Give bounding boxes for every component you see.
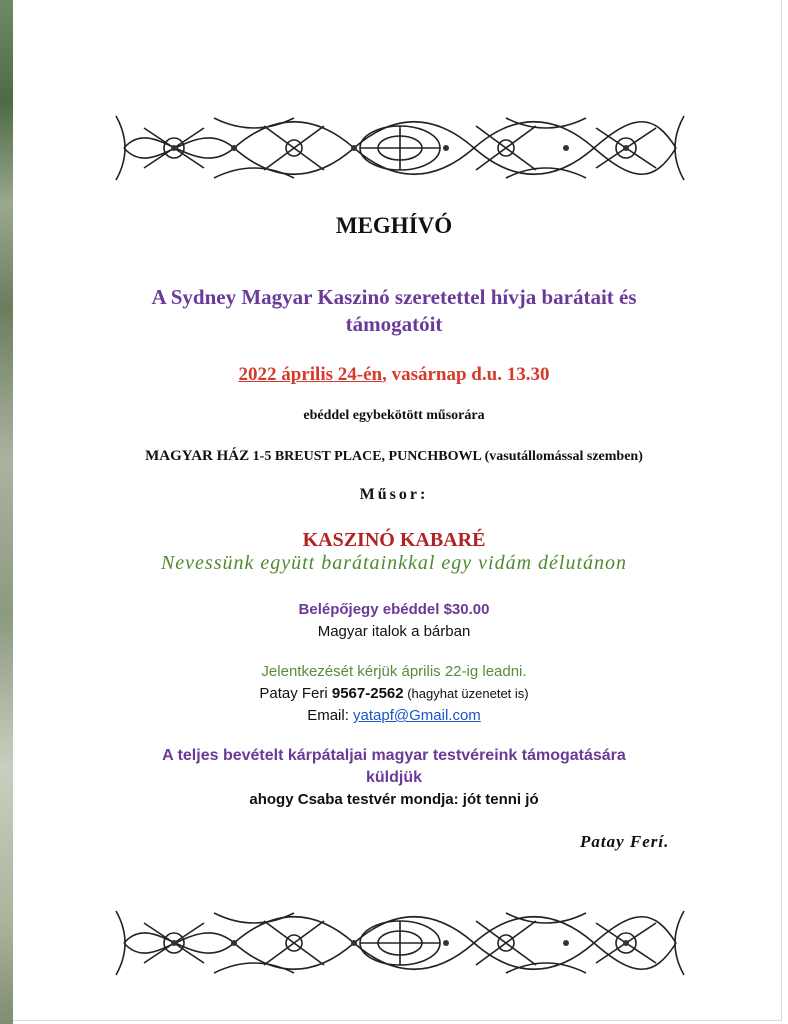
contact-email-line (0, 707, 788, 724)
program-label: Műsor: (359, 486, 429, 503)
drinks-info: Magyar italok a bárban (317, 623, 471, 640)
venue-name: MAGYAR HÁZ (145, 448, 250, 464)
proceeds-line-1: A teljes bevételt kárpátaljai magyar testvéreink támogatására (162, 747, 626, 764)
registration-deadline: Jelentkezését kérjük április 22-ig leadni. (261, 663, 527, 680)
contact-name: Patay Feri (259, 685, 332, 702)
event-date (0, 364, 788, 386)
email-label: Email: (307, 707, 354, 724)
email-link[interactable]: yatapf@Gmail.com (353, 707, 481, 724)
top-ornament-border (114, 108, 686, 188)
event-date-underlined: 2022 április 24-én (238, 364, 383, 385)
show-tagline: Nevessünk együtt barátainkkal egy vidám délutánon (160, 552, 628, 574)
intro-line-1: A Sydney Magyar Kaszinó szeretettel hívja barátait és (151, 285, 637, 309)
bottom-ornament-border (114, 903, 686, 983)
contact-phone-number: 9567-2562 (331, 685, 404, 702)
motto-text: ahogy Csaba testvér mondja: jót tenni jó (249, 791, 539, 808)
venue-address: 1-5 BREUST PLACE, PUNCHBOWL (vasutállomással szemben) (249, 449, 643, 464)
contact-note: (hagyhat üzenetet is) (403, 686, 529, 701)
invitation-title: MEGHÍVÓ (335, 213, 453, 238)
background-window-strip (0, 0, 13, 1024)
intro-line-2: támogatóit (345, 312, 443, 336)
ticket-price: Belépőjegy ebéddel $30.00 (298, 601, 490, 618)
proceeds-line-2: küldjük (365, 769, 422, 786)
signature: Patay Ferí. (580, 832, 670, 851)
event-date-time: , vasárnap d.u. 13.30 (382, 364, 550, 385)
lunch-program-text: ebéddel egybekötött műsorára (303, 408, 485, 423)
contact-phone-line (0, 685, 788, 702)
venue (0, 448, 788, 465)
show-title: KASZINÓ KABARÉ (302, 529, 486, 551)
